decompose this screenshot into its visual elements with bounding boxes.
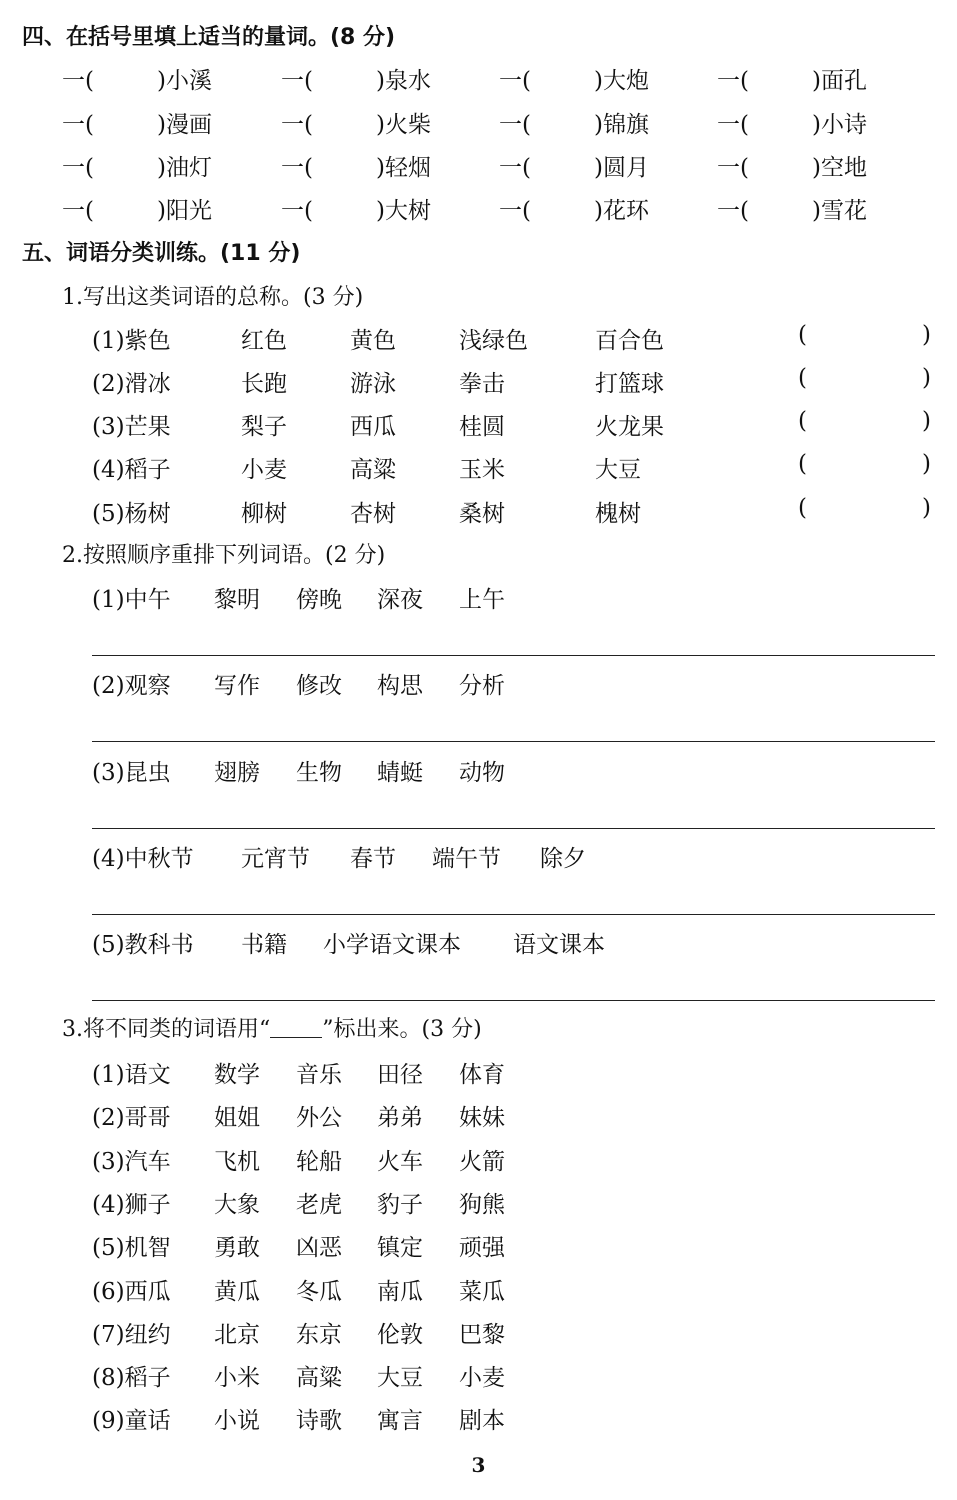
underline-mark <box>270 1019 322 1038</box>
reorder-row <box>0 754 957 786</box>
odd-one-out-row <box>0 1099 957 1131</box>
answer-line <box>92 914 935 915</box>
category-row <box>0 451 957 483</box>
answer-paren-close: ) <box>922 451 931 477</box>
measure-noun: )小溪 <box>157 68 212 94</box>
word: 翅膀 <box>214 760 260 786</box>
word: 长跑 <box>241 371 287 397</box>
word: 勇敢 <box>214 1235 260 1261</box>
measure-noun: )轻烟 <box>376 155 431 181</box>
measure-noun: )花环 <box>594 198 649 224</box>
word: (2)观察 <box>92 673 171 699</box>
section4-title: 四、在括号里填上适当的量词。(8 分) <box>22 25 396 50</box>
answer-paren-open: ( <box>798 365 807 391</box>
word: 深夜 <box>377 587 423 613</box>
word: 大豆 <box>377 1365 423 1391</box>
word: 语文课本 <box>513 932 605 958</box>
word: (1)中午 <box>92 587 171 613</box>
word: (5)杨树 <box>92 501 171 527</box>
measure-noun: )阳光 <box>157 198 212 224</box>
odd-one-out-row <box>0 1273 957 1305</box>
word: 打篮球 <box>595 371 664 397</box>
word: 伦敦 <box>377 1322 423 1348</box>
word: 端午节 <box>432 846 501 872</box>
word: 桂圆 <box>459 414 505 440</box>
odd-one-out-row <box>0 1143 957 1175</box>
answer-paren-open: ( <box>798 408 807 434</box>
measure-noun: )面孔 <box>812 68 867 94</box>
section5-title: 五、词语分类训练。(11 分) <box>22 241 301 266</box>
odd-one-out-row <box>0 1402 957 1434</box>
word: (4)稻子 <box>92 457 171 483</box>
measure-word-row <box>0 192 957 224</box>
blank-open: 一( <box>62 68 94 94</box>
word: 写作 <box>214 673 260 699</box>
blank-open: 一( <box>281 112 313 138</box>
word: 杏树 <box>350 501 396 527</box>
measure-noun: )大树 <box>376 198 431 224</box>
answer-paren-close: ) <box>922 408 931 434</box>
blank-open: 一( <box>62 155 94 181</box>
word: (5)机智 <box>92 1235 171 1261</box>
blank-open: 一( <box>62 198 94 224</box>
category-row <box>0 408 957 440</box>
word: 修改 <box>296 673 342 699</box>
word: 寓言 <box>377 1408 423 1434</box>
word: (2)滑冰 <box>92 371 171 397</box>
measure-noun: )泉水 <box>376 68 431 94</box>
word: 轮船 <box>296 1149 342 1175</box>
answer-paren-open: ( <box>798 451 807 477</box>
measure-noun: )圆月 <box>594 155 649 181</box>
blank-open: 一( <box>717 198 749 224</box>
word: (5)教科书 <box>92 932 194 958</box>
word: 黄瓜 <box>214 1279 260 1305</box>
answer-line <box>92 655 935 656</box>
answer-paren-close: ) <box>922 322 931 348</box>
word: 田径 <box>377 1062 423 1088</box>
reorder-row <box>0 840 957 872</box>
word: 巴黎 <box>459 1322 505 1348</box>
measure-word-row <box>0 106 957 138</box>
measure-word-row <box>0 149 957 181</box>
word: 火龙果 <box>595 414 664 440</box>
word: (4)狮子 <box>92 1192 171 1218</box>
word: 东京 <box>296 1322 342 1348</box>
q3-title-part-a: 3.将不同类的词语用“ <box>62 1017 271 1042</box>
word: 游泳 <box>350 371 396 397</box>
odd-one-out-row <box>0 1229 957 1261</box>
word: 红色 <box>241 328 287 354</box>
blank-open: 一( <box>62 112 94 138</box>
word: 傍晚 <box>296 587 342 613</box>
category-row <box>0 365 957 397</box>
odd-one-out-row <box>0 1056 957 1088</box>
q3-title <box>62 1012 482 1043</box>
word: (6)西瓜 <box>92 1279 171 1305</box>
reorder-row <box>0 581 957 613</box>
blank-open: 一( <box>499 68 531 94</box>
word: 浅绿色 <box>459 328 528 354</box>
blank-open: 一( <box>281 155 313 181</box>
word: 小学语文课本 <box>323 932 461 958</box>
word: 冬瓜 <box>296 1279 342 1305</box>
q3-title-part-b: ”标出来。(3 分) <box>322 1017 482 1042</box>
word: 火车 <box>377 1149 423 1175</box>
word: 姐姐 <box>214 1105 260 1131</box>
word: (1)紫色 <box>92 328 171 354</box>
word: (3)昆虫 <box>92 760 171 786</box>
blank-open: 一( <box>281 198 313 224</box>
measure-noun: )油灯 <box>157 155 212 181</box>
measure-noun: )漫画 <box>157 112 212 138</box>
word: 狗熊 <box>459 1192 505 1218</box>
word: 小麦 <box>241 457 287 483</box>
word: 小说 <box>214 1408 260 1434</box>
word: 小米 <box>214 1365 260 1391</box>
word: 火箭 <box>459 1149 505 1175</box>
word: (3)芒果 <box>92 414 171 440</box>
measure-noun: )锦旗 <box>594 112 649 138</box>
answer-line <box>92 828 935 829</box>
word: 玉米 <box>459 457 505 483</box>
word: 镇定 <box>377 1235 423 1261</box>
answer-paren-close: ) <box>922 495 931 521</box>
blank-open: 一( <box>717 68 749 94</box>
category-row <box>0 322 957 354</box>
answer-paren-close: ) <box>922 365 931 391</box>
blank-open: 一( <box>717 112 749 138</box>
word: 高粱 <box>350 457 396 483</box>
blank-open: 一( <box>717 155 749 181</box>
word: 西瓜 <box>350 414 396 440</box>
word: 诗歌 <box>296 1408 342 1434</box>
answer-paren-open: ( <box>798 322 807 348</box>
blank-open: 一( <box>281 68 313 94</box>
reorder-row <box>0 926 957 958</box>
reorder-row <box>0 667 957 699</box>
page-number: 3 <box>471 1453 486 1477</box>
word: (4)中秋节 <box>92 846 194 872</box>
word: 凶恶 <box>296 1235 342 1261</box>
blank-open: 一( <box>499 112 531 138</box>
word: 黄色 <box>350 328 396 354</box>
word: (2)哥哥 <box>92 1105 171 1131</box>
word: 大豆 <box>595 457 641 483</box>
word: 老虎 <box>296 1192 342 1218</box>
word: 蜻蜓 <box>377 760 423 786</box>
word: 构思 <box>377 673 423 699</box>
word: 小麦 <box>459 1365 505 1391</box>
word: 柳树 <box>241 501 287 527</box>
word: 元宵节 <box>241 846 310 872</box>
word: 高粱 <box>296 1365 342 1391</box>
word: (9)童话 <box>92 1408 171 1434</box>
word: 梨子 <box>241 414 287 440</box>
odd-one-out-row <box>0 1359 957 1391</box>
word: 北京 <box>214 1322 260 1348</box>
measure-word-row <box>0 62 957 94</box>
answer-line <box>92 741 935 742</box>
word: 拳击 <box>459 371 505 397</box>
word: 数学 <box>214 1062 260 1088</box>
word: 豹子 <box>377 1192 423 1218</box>
word: 弟弟 <box>377 1105 423 1131</box>
answer-paren-open: ( <box>798 495 807 521</box>
word: 黎明 <box>214 587 260 613</box>
blank-open: 一( <box>499 198 531 224</box>
measure-noun: )大炮 <box>594 68 649 94</box>
word: 体育 <box>459 1062 505 1088</box>
word: 春节 <box>350 846 396 872</box>
word: 妹妹 <box>459 1105 505 1131</box>
word: 音乐 <box>296 1062 342 1088</box>
word: (3)汽车 <box>92 1149 171 1175</box>
measure-noun: )小诗 <box>812 112 867 138</box>
measure-noun: )空地 <box>812 155 867 181</box>
q2-title: 2.按照顺序重排下列词语。(2 分) <box>62 543 386 568</box>
q1-title: 1.写出这类词语的总称。(3 分) <box>62 285 364 310</box>
word: (8)稻子 <box>92 1365 171 1391</box>
word: 南瓜 <box>377 1279 423 1305</box>
word: 分析 <box>459 673 505 699</box>
word: 上午 <box>459 587 505 613</box>
word: 大象 <box>214 1192 260 1218</box>
word: 菜瓜 <box>459 1279 505 1305</box>
word: (1)语文 <box>92 1062 171 1088</box>
word: 生物 <box>296 760 342 786</box>
word: (7)纽约 <box>92 1322 171 1348</box>
odd-one-out-row <box>0 1186 957 1218</box>
word: 顽强 <box>459 1235 505 1261</box>
word: 除夕 <box>540 846 586 872</box>
word: 飞机 <box>214 1149 260 1175</box>
word: 百合色 <box>595 328 664 354</box>
odd-one-out-row <box>0 1316 957 1348</box>
measure-noun: )雪花 <box>812 198 867 224</box>
word: 书籍 <box>241 932 287 958</box>
word: 动物 <box>459 760 505 786</box>
answer-line <box>92 1000 935 1001</box>
word: 桑树 <box>459 501 505 527</box>
measure-noun: )火柴 <box>376 112 431 138</box>
word: 槐树 <box>595 501 641 527</box>
blank-open: 一( <box>499 155 531 181</box>
category-row <box>0 495 957 527</box>
word: 外公 <box>296 1105 342 1131</box>
word: 剧本 <box>459 1408 505 1434</box>
